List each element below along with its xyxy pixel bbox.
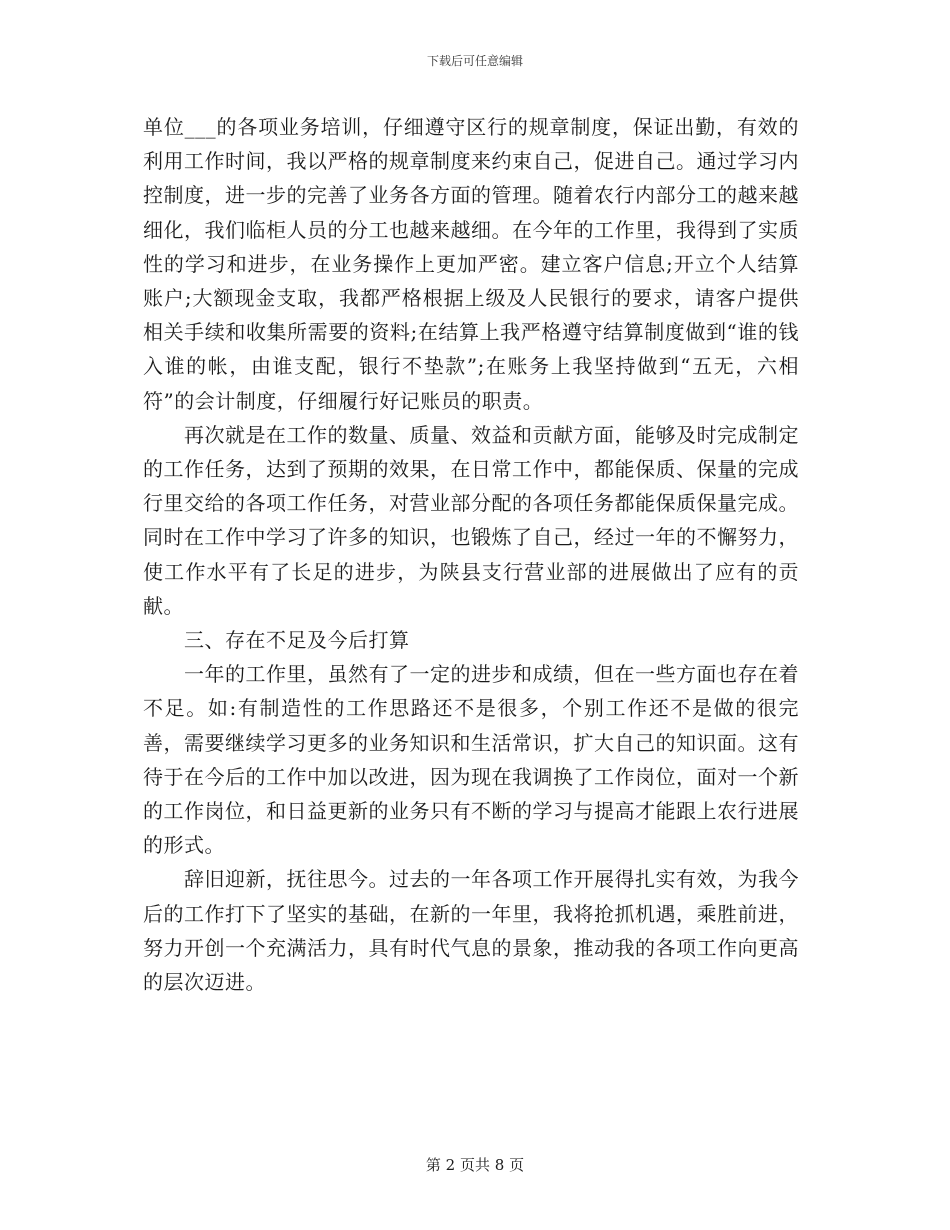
paragraph-shortcomings: 一年的工作里，虽然有了一定的进步和成绩，但在一些方面也存在着不足。如:有制造性的工作思路还不是很多，个别工作还不是做的很完善，需要继续学习更多的业务知识和生活常识，扩大自己的知识面。这有待于在今后的工作中加以改进，因为现在我调换了工作岗位，面对一个新的工作岗位，和日益更新的业务只有不断的学习与提高才能跟上农行进展的形式。 xyxy=(143,662,799,858)
paragraph-training-rules: 单位___的各项业务培训，仔细遵守区行的规章制度，保证出勤，有效的利用工作时间，我以严格的规章制度来约束自己，促进自己。通过学习内控制度，进一步的完善了业务各方面的管理。随着农行内部分工的越来越细化，我们临柜人员的分工也越来越细。在今年的工作里，我得到了实质性的学习和进步，在业务操作上更加严密。建立客户信息;开立个人结算账户;大额现金支取，我都严格根据上级及人民银行的要求，请客户提供相关手续和收集所需要的资料;在结算上我严格遵守结算制度做到“谁的钱入谁的帐，由谁支配，银行不垫款”;在账务上我坚持做到“五无，六相符”的会计制度，仔细履行好记账员的职责。 xyxy=(143,115,799,413)
section-heading-shortcomings: 三、存在不足及今后打算 xyxy=(184,628,410,653)
page-number: 第 2 页共 8 页 xyxy=(425,1156,525,1174)
document-body xyxy=(143,110,799,999)
paragraph-outlook: 辞旧迎新，抚往思今。过去的一年各项工作开展得扎实有效，为我今后的工作打下了坚实的基础，在新的一年里，我将抢抓机遇，乘胜前进，努力开创一个充满活力，具有时代气息的景象，推动我的各项工作向更高的层次迈进。 xyxy=(143,867,799,995)
page-header-note: 下载后可任意编辑 xyxy=(426,54,523,68)
paragraph-work-quality: 再次就是在工作的数量、质量、效益和贡献方面，能够及时完成制定的工作任务，达到了预期的效果，在日常工作中，都能保质、保量的完成行里交给的各项工作任务，对营业部分配的各项任务都能保质保量完成。同时在工作中学习了许多的知识，也锻炼了自己，经过一年的不懈努力，使工作水平有了长足的进步，为陕县支行营业部的进展做出了应有的贡献。 xyxy=(143,422,799,618)
